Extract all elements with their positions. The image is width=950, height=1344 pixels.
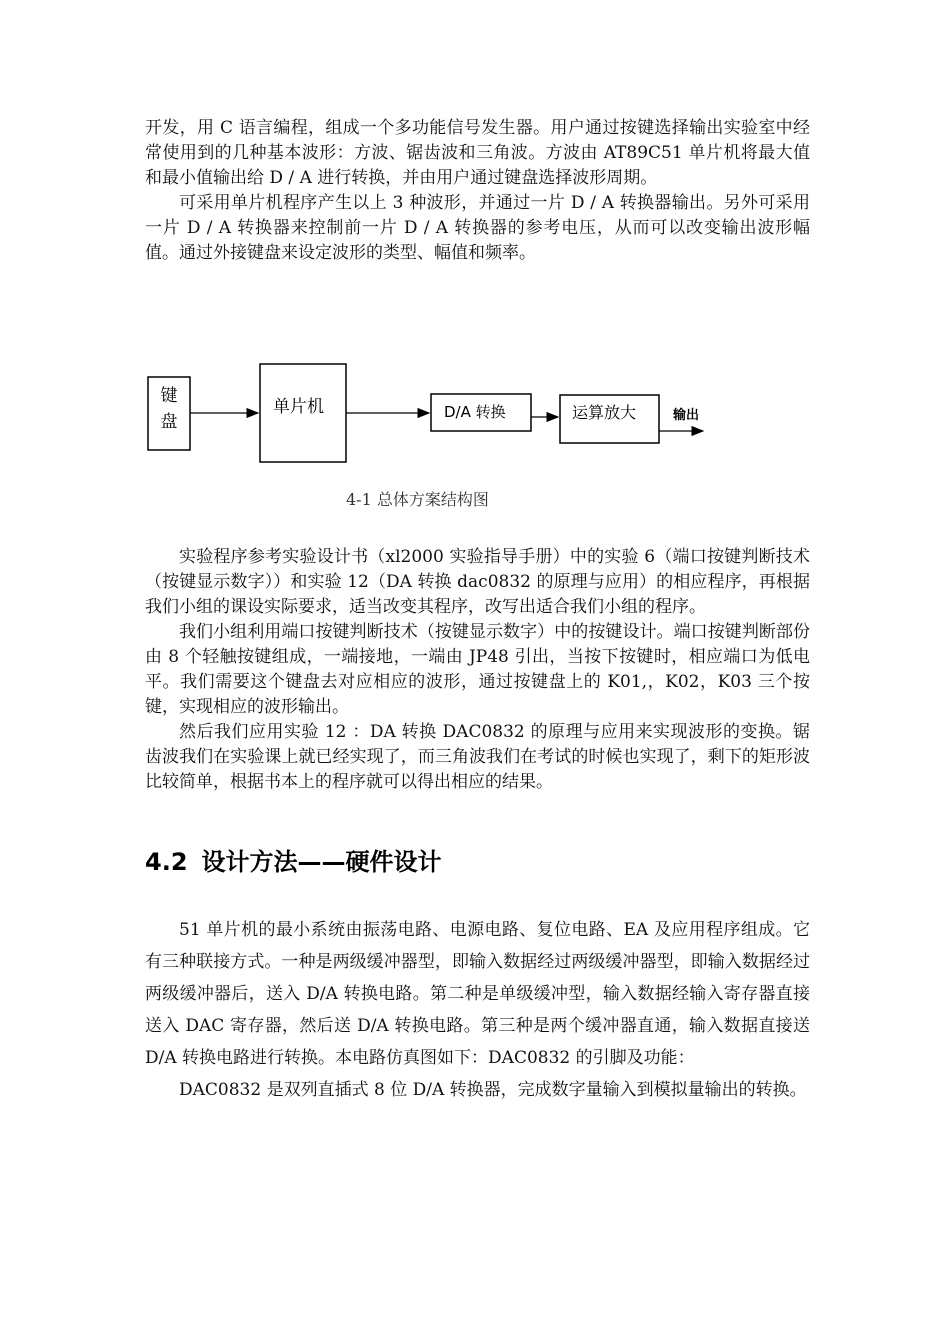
da-converter-label: D/A 转换 bbox=[444, 403, 506, 421]
section-heading bbox=[145, 845, 442, 879]
intro-paragraph-1: 开发，用 C 语言编程，组成一个多功能信号发生器。用户通过按键选择输出实验室中经常使用到的几种基本波形：方波、锯齿波和三角波。方波由 AT89C51 单片机将最大值和最小值输出给 D / A 进行转换，并由用户通过键盘选择波形周期。 bbox=[145, 118, 810, 188]
intro-paragraph-2: 可采用单片机程序产生以上 3 种波形，并通过一片 D / A 转换器输出。另外可采用一片 D / A 转换器来控制前一片 D / A 转换器的参考电压，从而可以改变输出波形幅值。通过外接键盘来设定波形的类型、幅值和频率。 bbox=[145, 193, 810, 263]
amplifier-block bbox=[560, 395, 659, 443]
da-converter-block bbox=[431, 394, 531, 431]
section-number: 4.2 bbox=[145, 848, 188, 876]
intro-section bbox=[145, 116, 810, 266]
keyboard-label-line2: 盘 bbox=[160, 412, 178, 432]
method-paragraph-2: 我们小组利用端口按键判断技术（按键显示数字）中的按键设计。端口按键判断部份由 8 个轻触按键组成，一端接地，一端由 JP48 引出，当按下按键时，相应端口为低电平。我们需要这个键盘去对应相应的波形，通过按键盘上的 K01,，K02，K03 三个按键，实现相应的波形输出。 bbox=[145, 622, 810, 717]
output-label: 输出 bbox=[673, 408, 700, 423]
block-diagram bbox=[140, 355, 720, 475]
method-paragraph-1: 实验程序参考实验设计书（xl2000 实验指导手册）中的实验 6（端口按键判断技术（按键显示数字））和实验 12（DA 转换 dac0832 的原理与应用）的相应程序，再根据我们小组的课设实际要求，适当改变其程序，改写出适合我们小组的程序。 bbox=[145, 547, 810, 617]
mcu-label: 单片机 bbox=[273, 397, 324, 417]
amplifier-label: 运算放大 bbox=[572, 403, 637, 422]
keyboard-block bbox=[148, 377, 190, 450]
hardware-paragraph-2: DAC0832 是双列直插式 8 位 D/A 转换器，完成数字量输入到模拟量输出的转换。 bbox=[179, 1080, 807, 1100]
hardware-paragraph-1: 51 单片机的最小系统由振荡电路、电源电路、复位电路、EA 及应用程序组成。它有三种联接方式。一种是两级缓冲器型，即输入数据经过两级缓冲器型，即输入数据经过两级缓冲器后，送入 D/A 转换电路。第二种是单级缓冲型，输入数据经输入寄存器直接送入 DAC 寄存器，然后送 D/A 转换电路。第三种是两个缓冲器直通，输入数据直接送 D/A 转换电路进行转换。本电路仿真图如下：DAC0832 的引脚及功能： bbox=[145, 920, 810, 1068]
hardware-section bbox=[145, 914, 810, 1106]
figure-caption: 4-1 总体方案结构图 bbox=[346, 490, 489, 509]
mcu-block bbox=[260, 364, 346, 462]
method-paragraph-3: 然后我们应用实验 12 ：DA 转换 DAC0832 的原理与应用来实现波形的变换。锯齿波我们在实验课上就已经实现了，而三角波我们在考试的时候也实现了，剩下的矩形波比较简单，根据书本上的程序就可以得出相应的结果。 bbox=[145, 722, 810, 792]
method-section bbox=[145, 545, 810, 795]
keyboard-label-line1: 键 bbox=[160, 386, 178, 406]
section-title: 设计方法——硬件设计 bbox=[201, 848, 442, 876]
